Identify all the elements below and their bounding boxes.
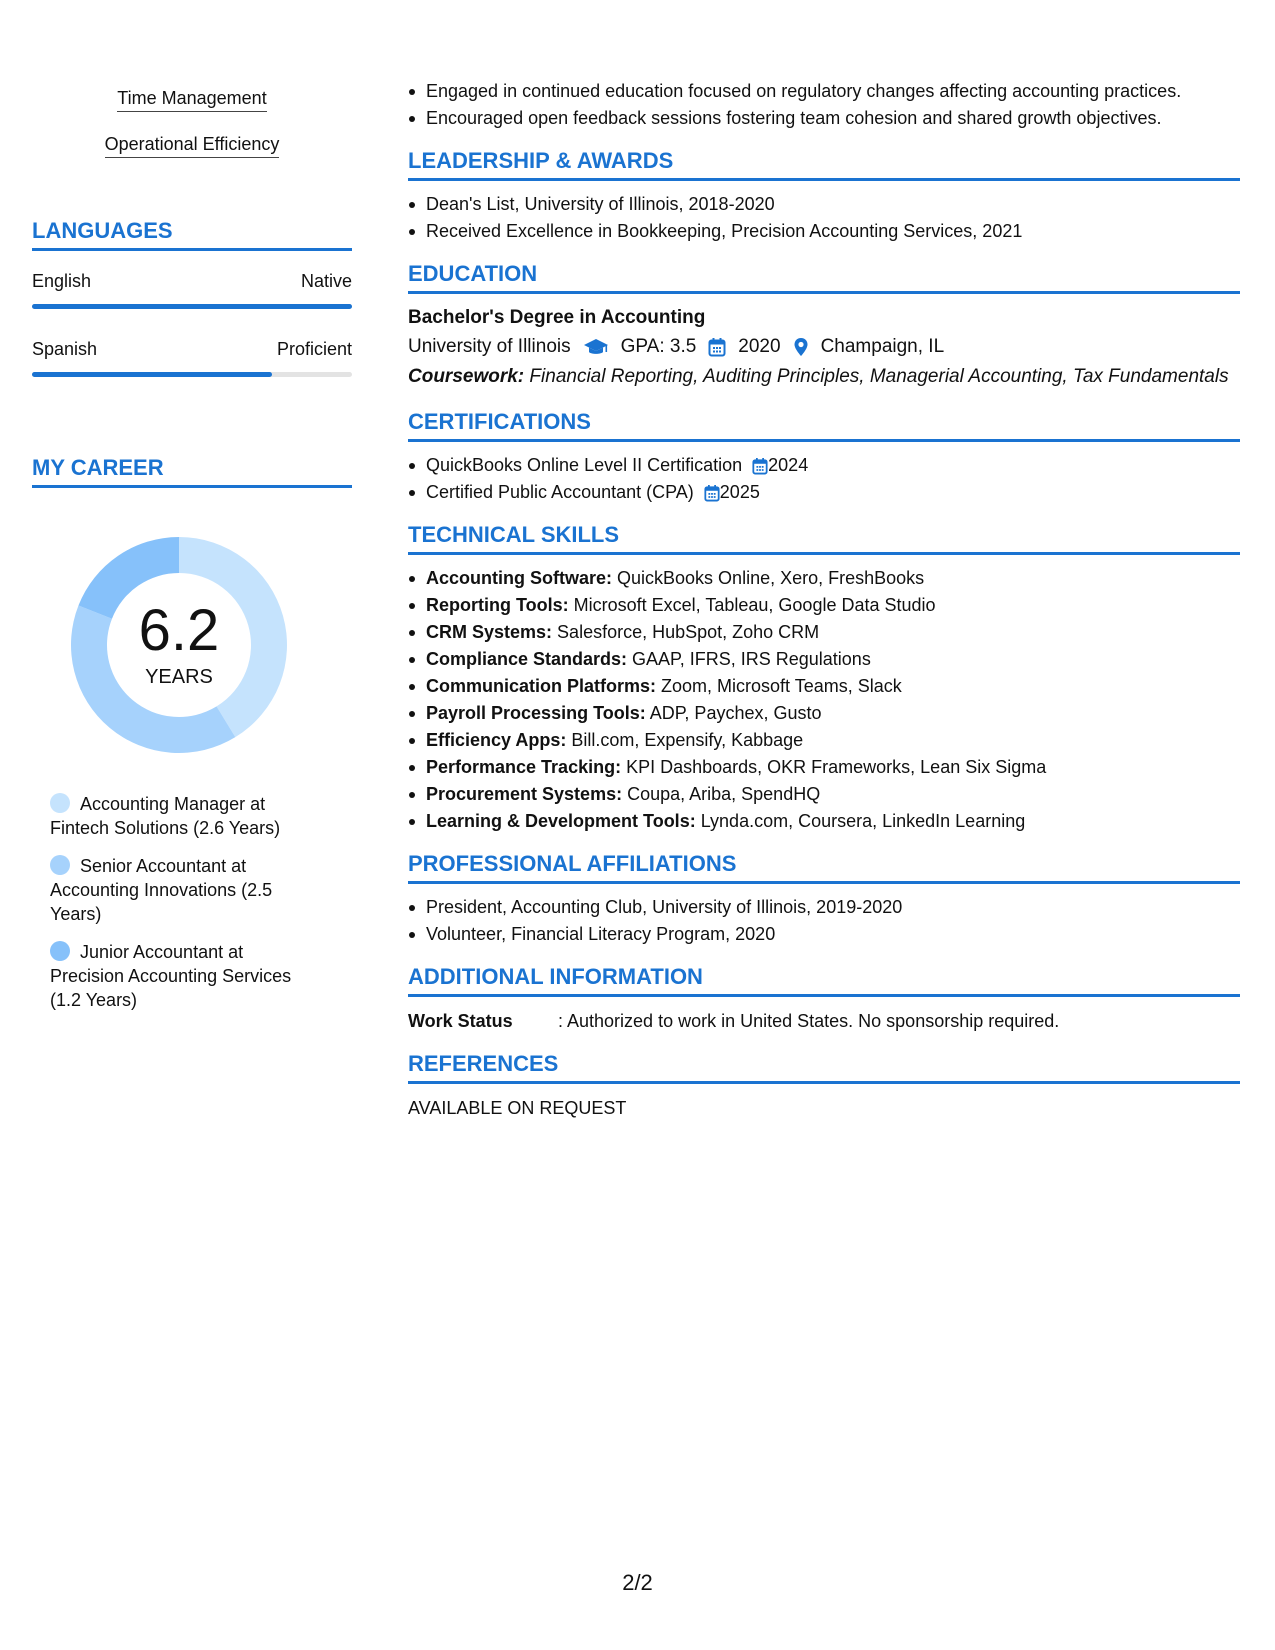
list-item: Performance Tracking: KPI Dashboards, OKR Frameworks, Lean Six Sigma — [408, 754, 1240, 781]
list-item: CRM Systems: Salesforce, HubSpot, Zoho CRM — [408, 619, 1240, 646]
leadership-heading: LEADERSHIP & AWARDS — [408, 148, 1240, 181]
list-item: Payroll Processing Tools: ADP, Paychex, Gusto — [408, 700, 1240, 727]
legend-item: Accounting Manager at Fintech Solutions (2.6 Years) — [50, 794, 281, 838]
career-heading: MY CAREER — [32, 455, 352, 488]
list-item: Accounting Software: QuickBooks Online, Xero, FreshBooks — [408, 565, 1240, 592]
experience-bullets — [408, 78, 1240, 132]
map-pin-icon — [793, 337, 809, 357]
donut-center — [64, 530, 294, 760]
references-heading: REFERENCES — [408, 1051, 1240, 1084]
certifications-list — [408, 452, 1240, 506]
language-bar-fill — [32, 304, 352, 309]
list-item: Dean's List, University of Illinois, 2018-2020 — [408, 191, 1240, 218]
list-item: Communication Platforms: Zoom, Microsoft Teams, Slack — [408, 673, 1240, 700]
language-bar-fill — [32, 372, 272, 377]
education-heading: EDUCATION — [408, 261, 1240, 294]
list-item: Compliance Standards: GAAP, IFRS, IRS Regulations — [408, 646, 1240, 673]
cert-date: 2024 — [752, 452, 808, 479]
location: Champaign, IL — [820, 336, 945, 357]
language-row — [32, 339, 352, 360]
technical-skills-list — [408, 565, 1240, 835]
calendar-icon — [752, 457, 768, 475]
career-legend — [32, 792, 322, 1012]
affiliations-heading: PROFESSIONAL AFFILIATIONS — [408, 851, 1240, 884]
career-total: 6.2 — [138, 597, 220, 663]
list-item: Reporting Tools: Microsoft Excel, Tableau, Google Data Studio — [408, 592, 1240, 619]
skill-tag: Operational Efficiency — [32, 134, 352, 158]
list-item: Learning & Development Tools: Lynda.com, Coursera, LinkedIn Learning — [408, 808, 1240, 835]
calendar-icon — [708, 337, 726, 357]
work-status-value: : Authorized to work in United States. No sponsorship required. — [558, 1011, 1060, 1031]
career-donut-chart — [64, 530, 294, 760]
right-column — [408, 78, 1240, 1122]
language-bar — [32, 372, 352, 377]
list-item: Received Excellence in Bookkeeping, Precision Accounting Services, 2021 — [408, 218, 1240, 245]
skill-tag: Time Management — [32, 88, 352, 112]
calendar-icon — [704, 484, 720, 502]
graduation-year: 2020 — [738, 336, 781, 357]
legend-dot — [50, 941, 70, 961]
additional-info-heading: ADDITIONAL INFORMATION — [408, 964, 1240, 997]
list-item: Engaged in continued education focused on regulatory changes affecting accounting practices. — [408, 78, 1240, 105]
cert-date: 2025 — [704, 479, 760, 506]
work-status-row — [408, 1007, 1240, 1035]
page-number: 2/2 — [622, 1570, 653, 1595]
language-name: Spanish — [32, 339, 98, 359]
legend-dot — [50, 793, 70, 813]
language-level: Native — [300, 271, 352, 291]
left-column — [32, 80, 352, 1026]
list-item: QuickBooks Online Level II Certification 2024 — [408, 452, 1240, 479]
school-name: University of Illinois — [408, 336, 571, 357]
list-item: Encouraged open feedback sessions fostering team cohesion and shared growth objectives. — [408, 105, 1240, 132]
language-name: English — [32, 271, 92, 291]
list-item: President, Accounting Club, University of Illinois, 2019-2020 — [408, 894, 1240, 921]
language-bar — [32, 304, 352, 309]
list-item: Procurement Systems: Coupa, Ariba, SpendHQ — [408, 781, 1240, 808]
language-level: Proficient — [276, 339, 352, 359]
legend-dot — [50, 855, 70, 875]
degree-title: Bachelor's Degree in Accounting — [408, 307, 706, 328]
affiliations-list — [408, 894, 1240, 948]
education-meta — [408, 332, 1240, 362]
coursework: Coursework: Financial Reporting, Auditing Principles, Managerial Accounting, Tax Fundamentals — [408, 366, 1229, 387]
work-status-label: Work Status — [408, 1011, 513, 1031]
certifications-heading: CERTIFICATIONS — [408, 409, 1240, 442]
legend-item: Junior Accountant at Precision Accounting Services (1.2 Years) — [50, 942, 292, 1010]
list-item: Volunteer, Financial Literacy Program, 2020 — [408, 921, 1240, 948]
list-item: Certified Public Accountant (CPA) 2025 — [408, 479, 1240, 506]
language-row — [32, 271, 352, 292]
references-text: AVAILABLE ON REQUEST — [408, 1098, 627, 1118]
gpa: GPA: 3.5 — [620, 336, 697, 357]
legend-item: Senior Accountant at Accounting Innovations (2.5 Years) — [50, 856, 273, 924]
technical-skills-heading: TECHNICAL SKILLS — [408, 522, 1240, 555]
graduation-cap-icon — [583, 337, 609, 357]
career-unit: YEARS — [145, 665, 213, 688]
languages-heading: LANGUAGES — [32, 218, 352, 251]
list-item: Efficiency Apps: Bill.com, Expensify, Kabbage — [408, 727, 1240, 754]
leadership-list — [408, 191, 1240, 245]
